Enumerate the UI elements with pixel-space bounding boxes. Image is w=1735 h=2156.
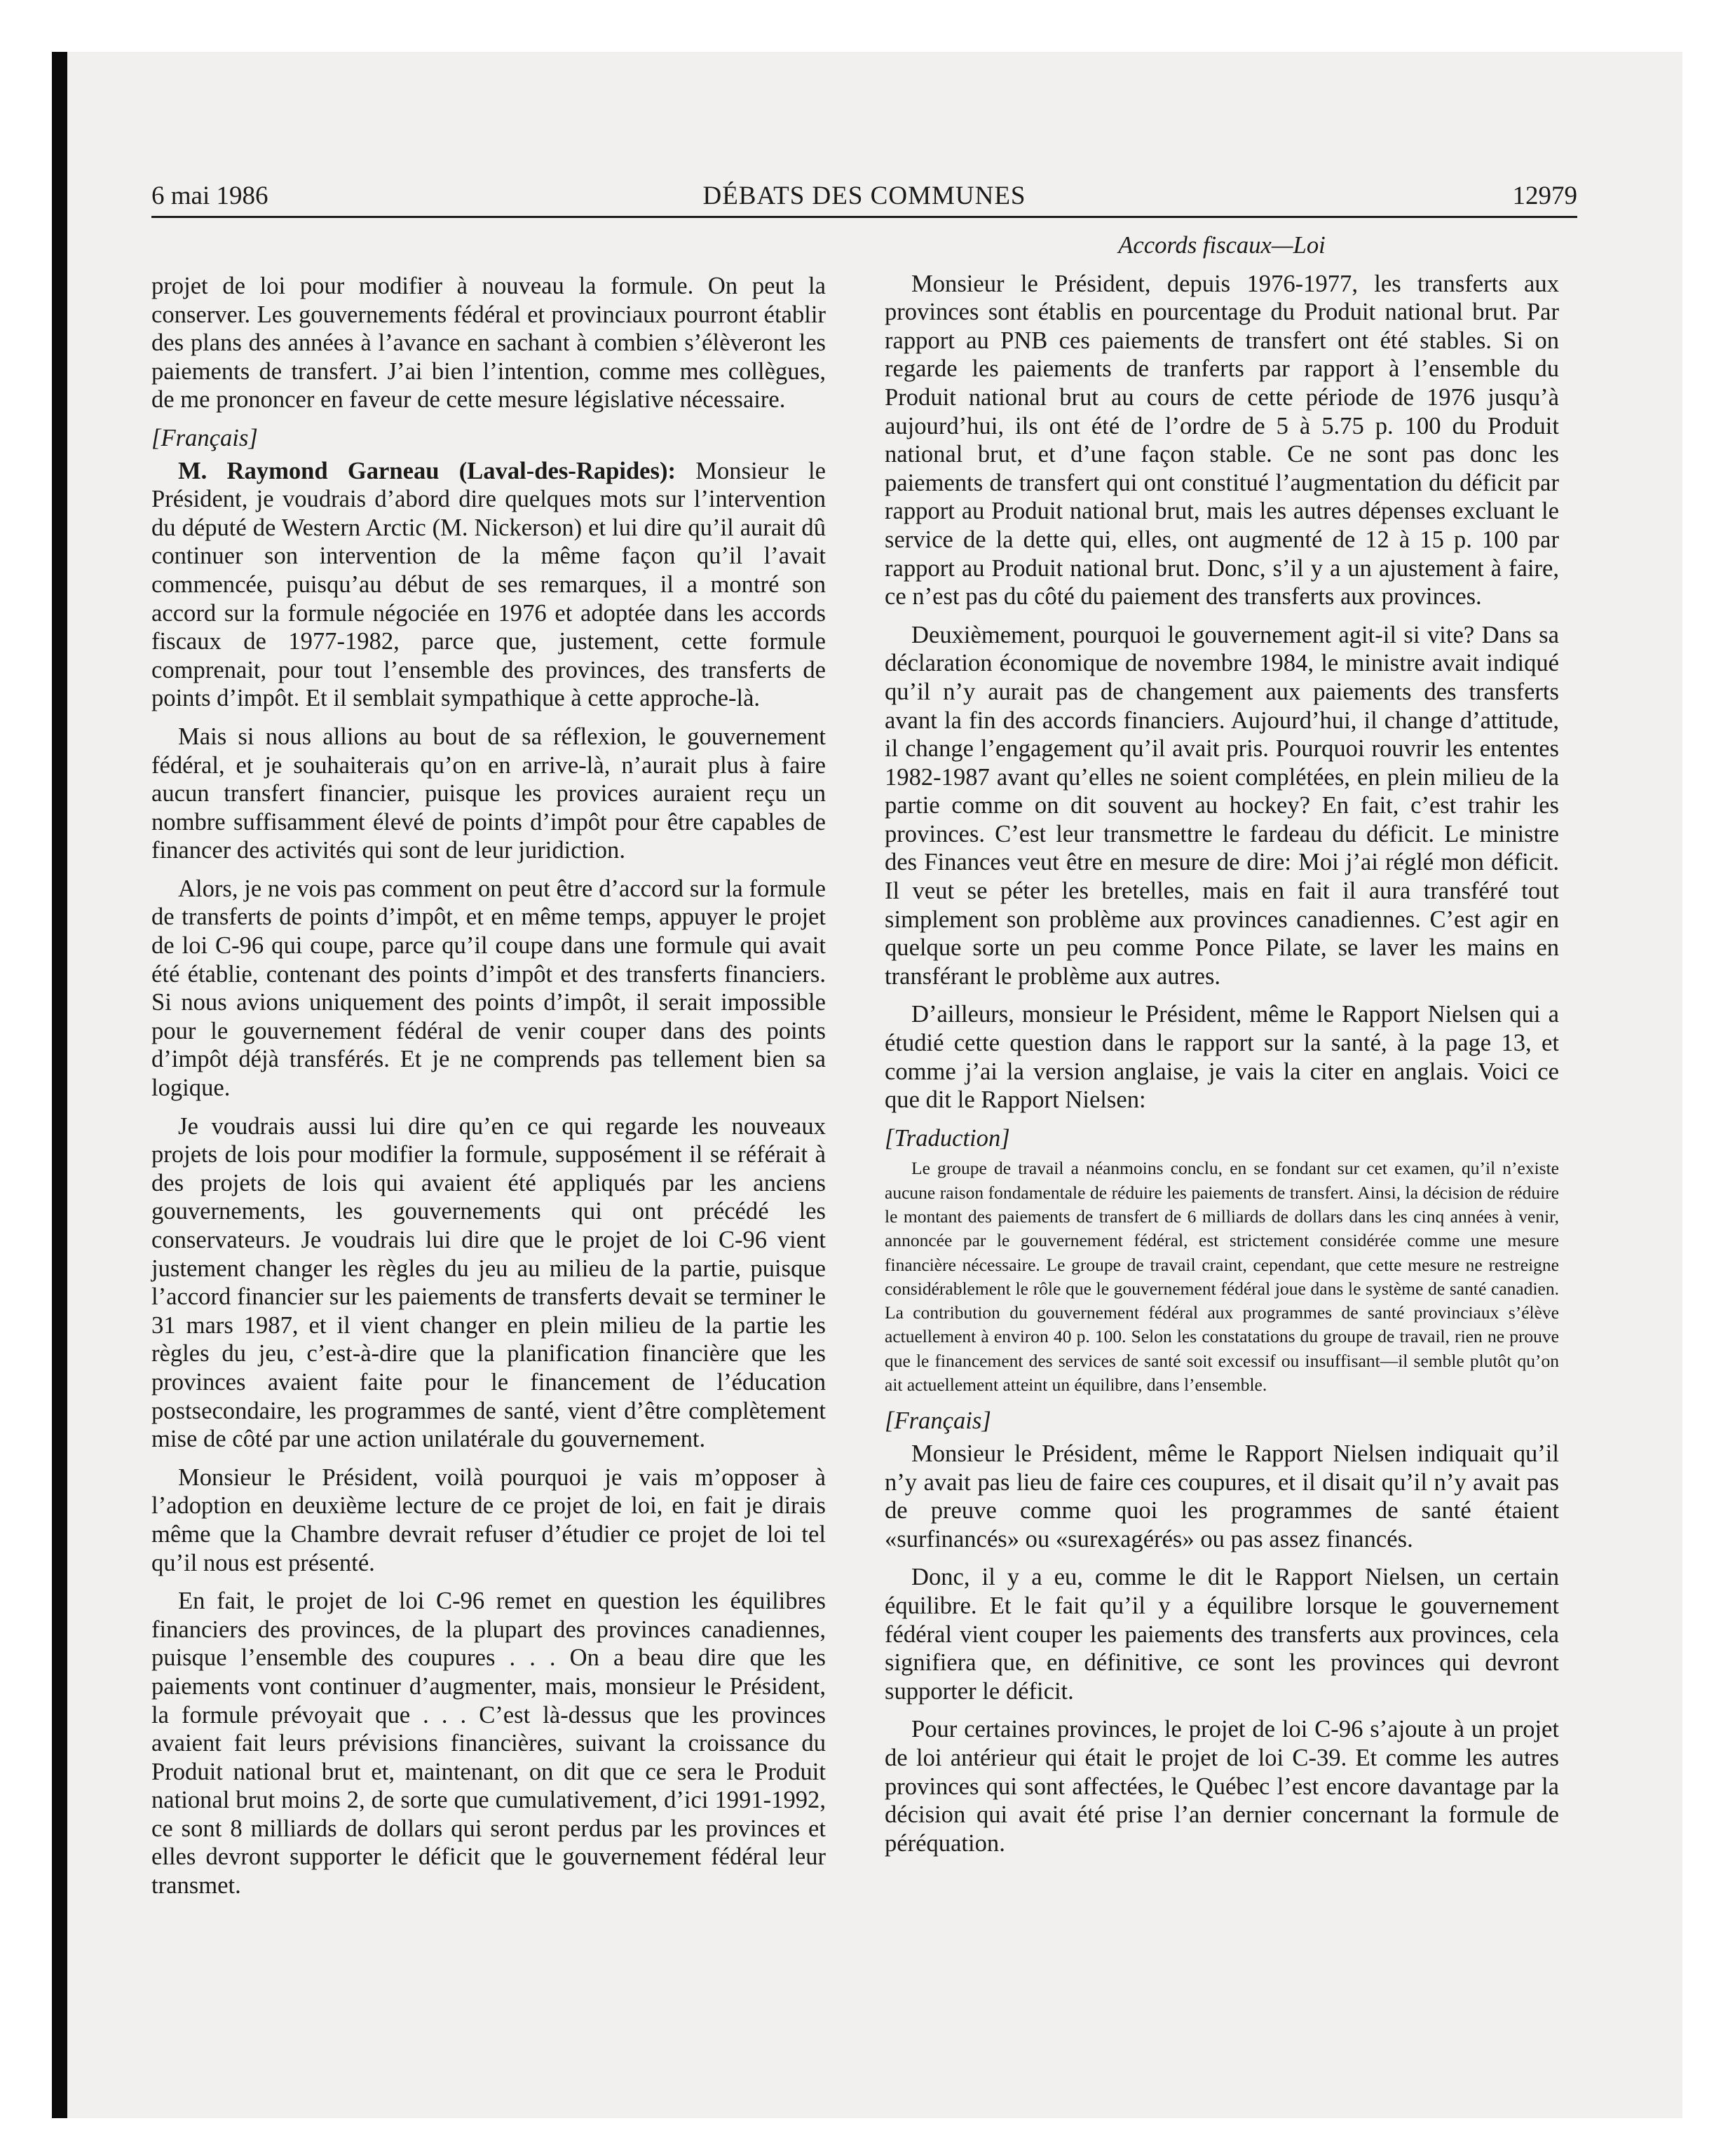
paragraph: Mais si nous allions au bout de sa réflexion, le gouvernement fédéral, et je souhaiterais qu’on en arrive-là, n’aurait plus à faire aucun transfert financier, puisque les provices auraient reçu un nombre suffisamment élevé de points d’impôt pour être capables de financer des activités qui sont de leur juridiction.: [151, 723, 826, 864]
running-title: Accords fiscaux—Loi: [1118, 232, 1326, 259]
block-quote: Le groupe de travail a néanmoins conclu, en se fondant sur cet examen, qu’il n’existe aucune raison fondamentale de réduire les paiements de transfert. Ainsi, la décision de réduire le montant des paiements de transfert de 6 milliards de dollars dans les cinq années à venir, annoncée par le gouvernement fédéral, est strictement considérée comme une mesure financière nécessaire. Le groupe de travail craint, cependant, que cette mesure ne restreigne considérablement le rôle que le gouvernement fédéral joue dans le système de santé canadien. La contribution du gouvernement fédéral aux programmes de santé provinciaux s’élève actuellement à environ 40 p. 100. Selon les constatations du groupe de travail, rien ne prouve que le financement des services de santé soit excessif ou insuffisant—il semble plutôt qu’on ait actuellement atteint un équilibre, dans l’ensemble.: [885, 1158, 1559, 1396]
scan-border: [52, 52, 67, 2118]
language-tag: [Traduction]: [885, 1124, 1010, 1152]
header-page-number: 12979: [1512, 182, 1577, 210]
language-tag: [Français]: [151, 424, 258, 451]
paragraph: Monsieur le Président, voilà pourquoi je vais m’opposer à l’adoption en deuxième lecture de ce projet de loi, en fait je dirais même que la Chambre devrait refuser d’étudier ce projet de loi tel qu’il nous est présenté.: [151, 1464, 826, 1576]
paragraph: D’ailleurs, monsieur le Président, même le Rapport Nielsen qui a étudié cette question dans le rapport sur la santé, à la page 13, et comme j’ai la version anglaise, je vais la citer en anglais. Voici ce que dit le Rapport Nielsen:: [885, 1001, 1559, 1114]
right-column: [885, 231, 1559, 1867]
header-title: DÉBATS DES COMMUNES: [702, 182, 1026, 210]
paragraph: Alors, je ne vois pas comment on peut être d’accord sur la formule de transferts de points d’impôt, et en même temps, appuyer le projet de loi C-96 qui coupe, parce qu’il coupe dans une formule qui avait été établie, contenant des points d’impôt et des transferts financiers. Si nous avions uniquement des points d’impôt, il serait impossible pour le gouvernement fédéral de venir couper dans des points d’impôt déjà transférés. Et je ne comprends pas tellement bien sa logique.: [151, 875, 826, 1102]
header-rule: [151, 216, 1577, 218]
paragraph: Pour certaines provinces, le projet de loi C-96 s’ajoute à un projet de loi antérieur qui était le projet de loi C-39. Et comme les autres provinces qui sont affectées, le Québec l’est encore davantage par la décision qui avait été prise l’an dernier concernant la formule de péréquation.: [885, 1716, 1559, 1857]
language-tag: [Français]: [885, 1407, 991, 1435]
page-header: [151, 181, 1577, 216]
paragraph: Monsieur le Président, même le Rapport Nielsen indiquait qu’il n’y avait pas lieu de faire ces coupures, et il disait qu’il n’y avait pas de preuve comme quoi les programmes de santé étaient «surfinancés» ou «surexagérés» ou pas assez financés.: [885, 1440, 1559, 1553]
speech-paragraph: [151, 457, 826, 713]
paragraph: Monsieur le Président, depuis 1976-1977, les transferts aux provinces sont établis en pourcentage du Produit national brut. Par rapport au PNB ces paiements de transfert ont été stables. Si on regarde les paiements de tranferts par rapport à l’ensemble du Produit national brut au cours de cette période de 1976 jusqu’à aujourd’hui, ils ont été de l’ordre de 5 à 5.75 p. 100 du Produit national brut, et d’une façon stable. Ce ne sont pas donc les paiements de transfert qui ont constitué l’augmentation du déficit par rapport au Produit national brut, mais les autres dépenses excluant le service de la dette qui, elles, ont augmenté de 12 à 15 p. 100 par rapport au Produit national brut. Donc, s’il y a un ajustement à faire, ce n’est pas du côté du paiement des transferts aux provinces.: [885, 270, 1559, 610]
paragraph: Deuxièmement, pourquoi le gouvernement agit-il si vite? Dans sa déclaration économique de novembre 1984, le ministre avait indiqué qu’il n’y aurait pas de changement aux paiements des transferts avant la fin des accords financiers. Aujourd’hui, il change d’attitude, il change l’engagement qu’il avait pris. Pourquoi rouvrir les ententes 1982-1987 avant qu’elles ne soient complétées, en plein milieu de la partie comme on dit souvent au hockey? En fait, c’est trahir les provinces. C’est leur transmettre le fardeau du déficit. Le ministre des Finances veut être en mesure de dire: Moi j’ai réglé mon déficit. Il veut se péter les bretelles, mais en fait il aura transféré tout simplement son problème aux provinces canadiennes. C’est agir en quelque sorte un peu comme Ponce Pilate, se laver les mains en transférant le problème aux autres.: [885, 621, 1559, 990]
paragraph: Je voudrais aussi lui dire qu’en ce qui regarde les nouveaux projets de lois pour modifier la formule, supposément il se référait à des projets de lois qui avaient été appliqués par les anciens gouvernements, les gouvernements qui ont précédé les conservateurs. Je voudrais lui dire que le projet de loi C-96 vient justement changer les règles du jeu au milieu de la partie, puisque l’accord financier sur les paiements de transferts devait se terminer le 31 mars 1987, et il vient changer en plein milieu de la partie les règles du jeu, c’est-à-dire que la planification financière que les provinces avaient faite pour le financement de l’éducation postsecondaire, les programmes de santé, vient d’être complètement mise de côté par une action unilatérale du gouvernement.: [151, 1112, 826, 1453]
speech-text: Monsieur le Président, je voudrais d’abord dire quelques mots sur l’intervention du député de Western Arctic (M. Nickerson) et lui dire qu’il aurait dû continuer son intervention de la même façon qu’il l’avait commencée, puisqu’au début de ses remarques, il a montré son accord sur la formule négociée en 1976 et adoptée dans les accords fiscaux de 1977-1982, parce que, justement, cette formule comprenait, pour tout l’ensemble des provinces, des transferts de points d’impôt. Et il semblait sympathique à cette approche-là.: [151, 457, 826, 712]
paragraph: projet de loi pour modifier à nouveau la formule. On peut la conserver. Les gouvernements fédéral et provinciaux pourront établir des plans des années à l’avance en sachant à combien s’élèveront les paiements de transfert. J’ai bien l’intention, comme mes collègues, de me prononcer en faveur de cette mesure législative nécessaire.: [151, 273, 826, 414]
paragraph: Donc, il y a eu, comme le dit le Rapport Nielsen, un certain équilibre. Et le fait qu’il y a équilibre lorsque le gouvernement fédéral vient couper les paiements des transferts aux provinces, cela signifiera que, en définitive, ce sont les provinces qui devront supporter le déficit.: [885, 1564, 1559, 1705]
header-date: 6 mai 1986: [151, 182, 268, 210]
paragraph: En fait, le projet de loi C-96 remet en question les équilibres financiers des provinces, de la plupart des provinces canadiennes, puisque l’ensemble des coupures . . . On a beau dire que les paiements vont continuer d’augmenter, mais, monsieur le Président, la formule prévoyait que . . . C’est là-dessus que les provinces avaient fait leurs prévisions financières, suivant la croissance du Produit national brut et, maintenant, on dit que ce sera le Produit national brut moins 2, de sorte que cumulativement, d’ici 1991-1992, ce sont 8 milliards de dollars qui seront perdus par les provinces et elles devront supporter le déficit que le gouvernement fédéral leur transmet.: [151, 1588, 826, 1899]
speaker-name: M. Raymond Garneau (Laval-des-Rapides):: [178, 457, 676, 484]
left-column: [151, 272, 826, 1910]
